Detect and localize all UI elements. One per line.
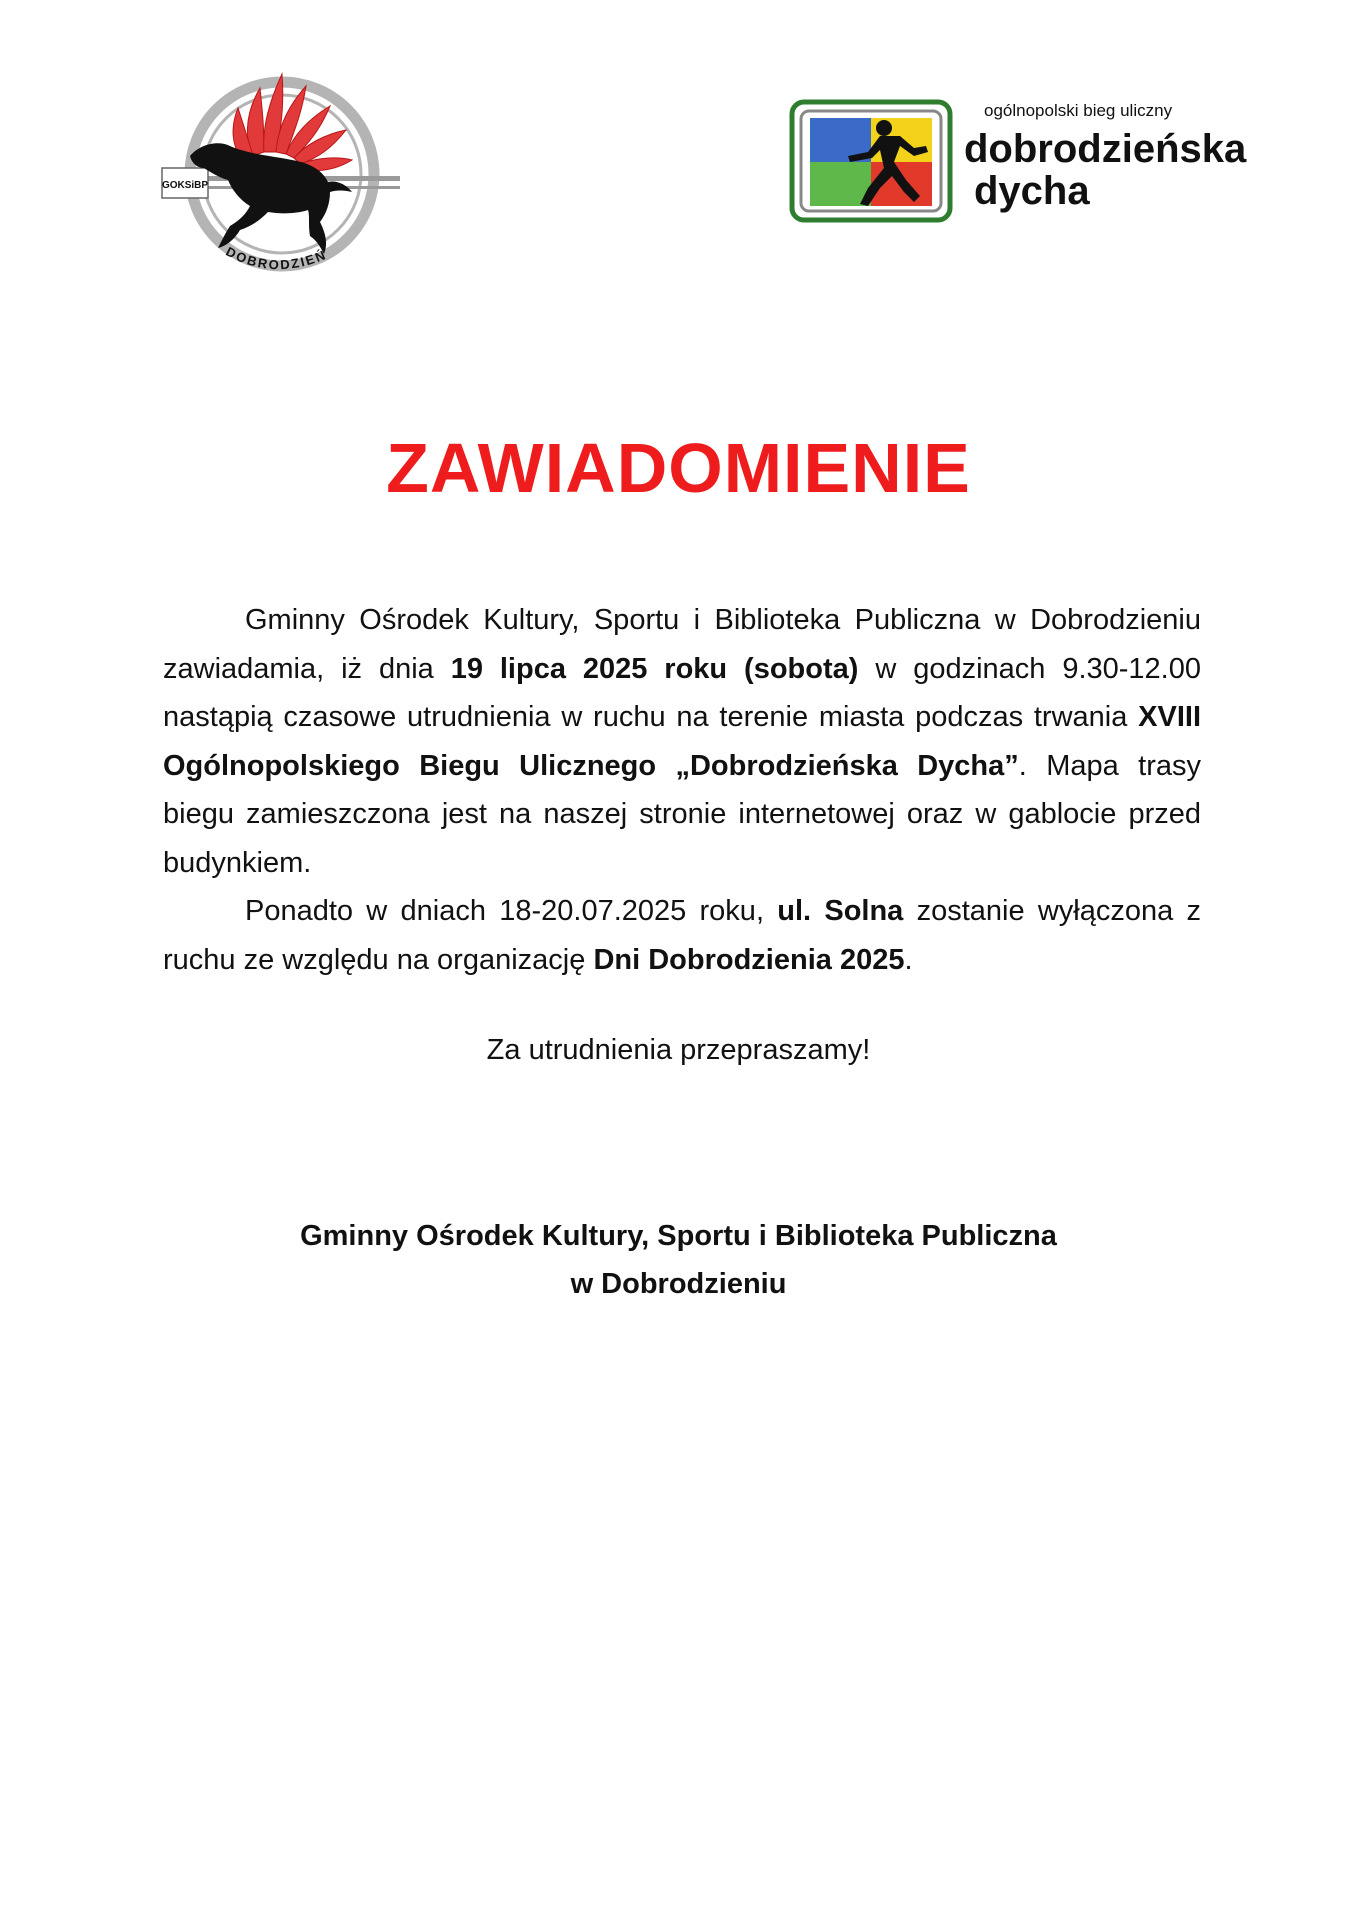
signature-line-2: w Dobrodzieniu	[570, 1268, 787, 1300]
paragraph-text: w godzinach 9.30-12.00 nastąpią czasowe utrudnienia w ruchu na terenie miasta podczas trwania	[163, 652, 1201, 733]
logo-tagline: ogólnopolski bieg uliczny	[984, 101, 1173, 120]
paragraph-text: .	[904, 943, 913, 976]
page-title: ZAWIADOMIENIE	[386, 429, 971, 507]
notice-paragraph-2	[163, 887, 1201, 984]
event-name: XVIII Ogólnopolskiego Biegu Ulicznego „Dobrodzieńska Dycha”	[163, 701, 1201, 782]
runner-icon	[788, 96, 1288, 226]
logo-arc-text: DOBRODZIEŃ	[223, 243, 330, 273]
paragraph-text: Ponadto w dniach 18-20.07.2025 roku,	[245, 895, 778, 927]
notice-body	[163, 596, 1201, 984]
paragraph-text: . Mapa trasy biegu zamieszczona jest na naszej stronie internetowej oraz w gablocie przed budynkiem.	[163, 749, 1201, 879]
dobrodzienska-dycha-logo	[788, 96, 1288, 226]
signature-line-1: Gminny Ośrodek Kultury, Sportu i Biblioteka Publiczna	[300, 1220, 1057, 1252]
pegasus-emblem-icon	[160, 64, 404, 278]
event-date: 19 lipca 2025 roku (sobota)	[450, 652, 859, 685]
logo-name-line2: dycha	[974, 169, 1090, 213]
goksibp-logo	[160, 64, 404, 278]
signature	[0, 1212, 1357, 1308]
logo-name-line1: dobrodzieńska	[964, 127, 1247, 171]
festival-name: Dni Dobrodzienia 2025	[593, 943, 905, 976]
logo-badge-text: GOKSiBP	[161, 180, 209, 191]
apology-text: Za utrudnienia przepraszamy!	[486, 1034, 871, 1066]
street-name: ul. Solna	[777, 895, 904, 927]
paragraph-text: Gminny Ośrodek Kultury, Sportu i Biblioteka Publiczna w Dobrodzieniu zawiadamia, iż dnia	[163, 604, 1201, 685]
paragraph-text: zostanie wyłączona z ruchu ze względu na organizację	[163, 895, 1201, 976]
notice-paragraph-1	[163, 596, 1201, 887]
